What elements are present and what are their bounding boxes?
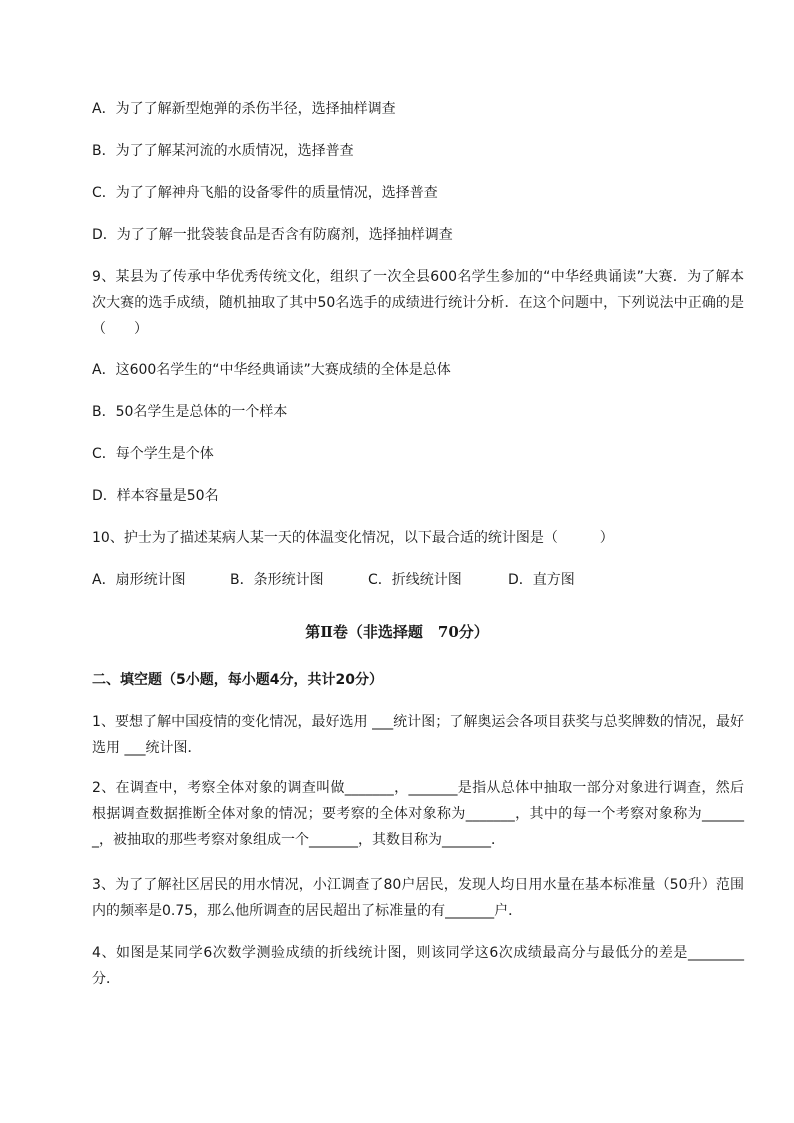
fill-q2: 2、在调查中，考察全体对象的调查叫做_______，_______是指从总体中抽取一部分对象进行调查，然后根据调查数据推断全体对象的情况；要考察的全体对象称为_______，其中的每一个考察对象称为_______，被抽取的那些考察对象组成一个_______，其数目称为_______． <box>92 780 744 848</box>
q10-option-c: C．折线统计图 <box>368 572 462 588</box>
q9-option-a: A．这600名学生的“中华经典诵读”大赛成绩的全体是总体 <box>92 362 451 378</box>
q9-option-b: B．50名学生是总体的一个样本 <box>92 404 288 420</box>
section-title: 第Ⅱ卷（非选择题 70分） <box>305 623 489 641</box>
q8-option-b: B．为了了解某河流的水质情况，选择普查 <box>92 143 354 159</box>
fill-q3: 3、为了了解社区居民的用水情况，小江调查了80户居民，发现人均日用水量在基本标准量（50升）范围内的频率是0.75，那么他所调查的居民超出了标准量的有_______户． <box>92 877 744 919</box>
fill-q4: 4、如图是某同学6次数学测验成绩的折线统计图，则该同学这6次成绩最高分与最低分的差是________分． <box>92 945 744 987</box>
fill-in-heading: 二、填空题（5小题，每小题4分，共计20分） <box>92 672 383 688</box>
q9-option-c: C．每个学生是个体 <box>92 446 214 462</box>
q9-option-d: D．样本容量是50名 <box>92 488 219 504</box>
q10-option-b: B．条形统计图 <box>230 572 324 588</box>
q10-stem: 10、护士为了描述某病人某一天的体温变化情况，以下最合适的统计图是（ ） <box>92 530 614 546</box>
q8-option-c: C．为了了解神舟飞船的设备零件的质量情况，选择普查 <box>92 185 438 201</box>
q9-stem: 9、某县为了传承中华优秀传统文化，组织了一次全县600名学生参加的“中华经典诵读”大赛．为了解本次大赛的选手成绩，随机抽取了其中50名选手的成绩进行统计分析．在这个问题中，下列说法中正确的是（ ） <box>92 269 744 337</box>
q10-option-a: A．扇形统计图 <box>92 572 186 588</box>
q10-options <box>92 570 742 590</box>
q8-option-a: A．为了了解新型炮弹的杀伤半径，选择抽样调查 <box>92 101 396 117</box>
q8-option-d: D．为了了解一批袋装食品是否含有防腐剂，选择抽样调查 <box>92 227 453 243</box>
q10-option-d: D．直方图 <box>508 572 575 588</box>
fill-q1: 1、要想了解中国疫情的变化情况，最好选用 ___统计图；了解奥运会各项目获奖与总奖牌数的情况，最好选用 ___统计图． <box>92 714 744 756</box>
